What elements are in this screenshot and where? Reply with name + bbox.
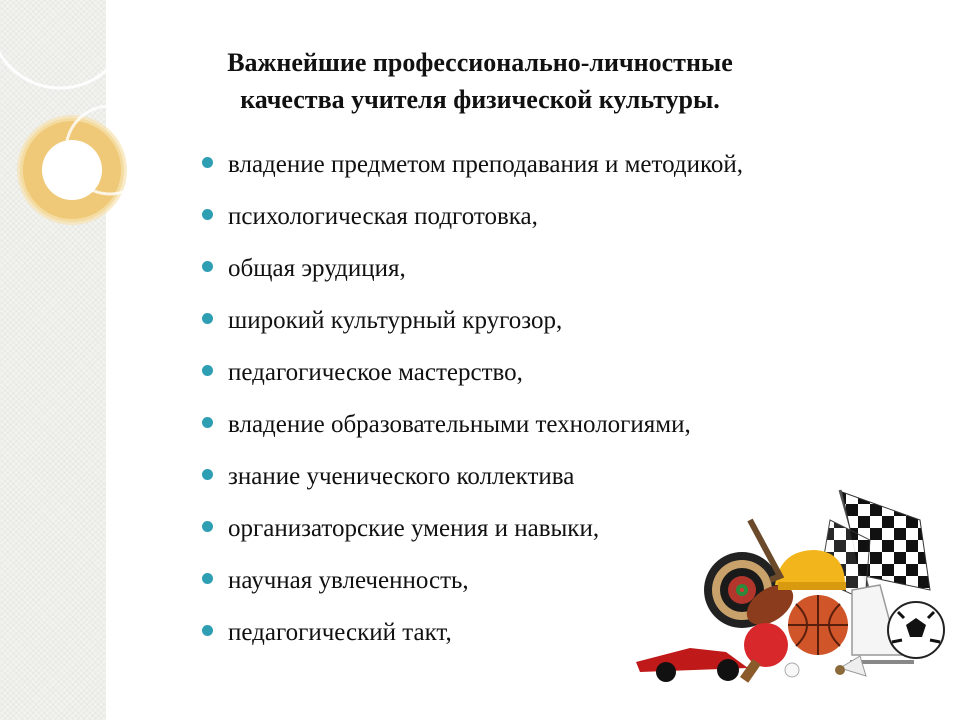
list-item <box>200 195 760 238</box>
list-item-text: организаторские умения и навыки, <box>228 515 600 542</box>
golf-ball-icon <box>785 663 799 677</box>
slide-title <box>130 44 830 118</box>
list-item <box>200 351 760 394</box>
list-item-text: владение образовательными технологиями, <box>228 411 691 438</box>
bullet-dot-icon <box>202 209 213 220</box>
bullet-dot-icon <box>202 261 213 272</box>
bullet-dot-icon <box>202 625 213 636</box>
list-item <box>200 299 760 342</box>
bullet-dot-icon <box>202 313 213 324</box>
list-item-text: широкий культурный кругозор, <box>228 307 563 334</box>
list-item-text: научная увлеченность, <box>228 567 469 594</box>
bullet-dot-icon <box>202 469 213 480</box>
list-item-text: педагогический такт, <box>228 619 452 646</box>
basketball-icon <box>788 595 848 655</box>
list-item <box>200 403 760 446</box>
decorative-circles <box>0 0 140 260</box>
bullet-dot-icon <box>202 157 213 168</box>
list-item-text: владение предметом преподавания и методикой, <box>228 151 743 178</box>
bullet-dot-icon <box>202 365 213 376</box>
list-item-text: знание ученического коллектива <box>228 463 575 490</box>
title-line-2: качества учителя физической культуры. <box>240 85 720 114</box>
list-item-text: общая эрудиция, <box>228 255 406 282</box>
list-item <box>200 247 760 290</box>
bullet-dot-icon <box>202 521 213 532</box>
list-item <box>200 143 760 186</box>
soccer-ball-icon <box>888 602 944 658</box>
list-item-text: психологическая подготовка, <box>228 203 538 230</box>
title-line-1: Важнейшие профессионально-личностные <box>227 48 733 77</box>
race-car-icon <box>636 648 748 682</box>
sports-equipment-illustration <box>630 480 950 695</box>
bullet-dot-icon <box>202 417 213 428</box>
bullet-dot-icon <box>202 573 213 584</box>
table-tennis-paddle-icon <box>740 623 788 683</box>
list-item-text: педагогическое мастерство, <box>228 359 523 386</box>
shuttlecock-icon <box>835 656 866 676</box>
